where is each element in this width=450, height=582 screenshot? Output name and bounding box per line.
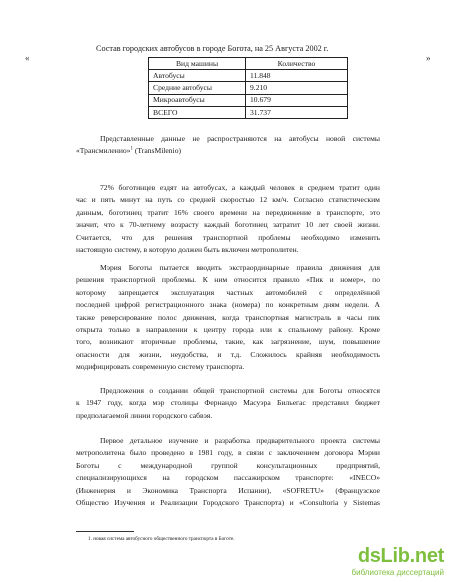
paragraph-line: 72% боготинцев ездят на автобусах, а каждый человек в среднем тратит один xyxy=(100,183,380,192)
paragraph-line-text: «Трансмиленио» xyxy=(76,146,131,156)
table-header-row xyxy=(149,58,348,70)
paragraph-line: модифицировать современную систему транспорта. xyxy=(76,362,245,372)
paragraph-line: (Инженерия и Экономика Транспорта Испании), «SOFRETU» (Французское xyxy=(76,485,380,495)
paragraph-line: настоящую систему, в которую должен быть включен метрополитен. xyxy=(76,245,299,255)
footnote-divider xyxy=(76,531,134,532)
paragraph-5 xyxy=(76,435,380,509)
paragraph-line: Мэрия Боготы пытается вводить экстраординарные правила движения для xyxy=(100,263,380,272)
cell-vehicle-type: Автобусы xyxy=(149,70,246,82)
footnote: 1. новая система автобусного общественного транспорта в Боготе. xyxy=(88,536,235,542)
footnote-ref: 1 xyxy=(130,146,133,152)
table-row xyxy=(149,70,348,82)
paragraph-line: Предложения о создании общей транспортной системы для Боготы относятся xyxy=(100,386,380,395)
bus-composition-table xyxy=(148,57,348,119)
paragraph-2 xyxy=(76,182,380,256)
corner-mark-right: » xyxy=(426,53,431,63)
table-row xyxy=(149,106,348,118)
watermark-logo: dsLib.net xyxy=(357,545,444,567)
cell-quantity: 10.679 xyxy=(246,94,348,106)
paragraph-4 xyxy=(76,385,380,422)
paragraph-line: которому запрещается эксплуатация частных автомобилей с определённой xyxy=(76,287,380,297)
header-vehicle-type: Вид машины xyxy=(149,58,246,70)
paragraph-line: Боготы с международной группой консультационных предприятий, xyxy=(76,460,380,470)
paragraph-1 xyxy=(76,133,380,158)
paragraph-line: открыта только в направлении к центру города или к спальному району. Кроме xyxy=(76,325,380,335)
paragraph-line: решения транспортной проблемы. К ним относится правило «Пик и номер», по xyxy=(76,275,380,285)
paragraph-line: опасности для жизни, неудобства, и т.д. Сложилось крайняя необходимость xyxy=(76,349,380,359)
table-row xyxy=(149,82,348,94)
cell-quantity: 9.210 xyxy=(246,82,348,94)
paragraph-line: Общество Изучения и Реализации Городского Транспорта) и «Consultoria y Sistemas xyxy=(76,498,380,508)
paragraph-line-text: (TransMilenio) xyxy=(133,146,182,156)
paragraph-line: также реверсирование полос движения, когда транспортная магистраль в часы пик xyxy=(76,312,380,322)
paragraph-line: Представленные данные не распространяются на автобусы новой системы xyxy=(100,134,380,143)
paragraph-line: того, возникают вторичные проблемы, такие, как загрязнение, шум, повышение xyxy=(76,337,380,347)
corner-mark-left: « xyxy=(25,53,30,63)
table-row xyxy=(149,94,348,106)
paragraph-line: последней цифрой регистрационного знака (номера) по конкретным дням недели. А xyxy=(76,300,380,310)
paragraph-line: метрополитена было проведено в 1981 году, в связи с заключением договора Мэрии xyxy=(76,448,380,458)
cell-quantity: 11.848 xyxy=(246,70,348,82)
header-quantity: Количество xyxy=(246,58,348,70)
dslib-watermark xyxy=(322,545,444,579)
cell-quantity: 31.737 xyxy=(246,106,348,118)
cell-vehicle-type: Микроавтобусы xyxy=(149,94,246,106)
paragraph-line: специализирующихся на городском пассажирском транспорте: «INECO» xyxy=(76,473,380,483)
paragraph-line: час и пять минут на путь со средней скоростью 12 км/ч. Согласно статистическим xyxy=(76,195,380,205)
paragraph-line: значит, что к 70-летнему возрасту каждый боготинец затратит 10 лет своей жизни. xyxy=(76,220,380,230)
cell-vehicle-type: Средние автобусы xyxy=(149,82,246,94)
paragraph-line xyxy=(76,145,380,157)
paragraph-line: Первое детальное изучение и разработка предварительного проекта системы xyxy=(100,436,380,445)
paragraph-line: предполагаемой линии городского сабвэя. xyxy=(76,410,213,420)
paragraph-line: Считается, что для решения транспортной проблемы необходимо изменить xyxy=(76,232,380,242)
cell-vehicle-type: ВСЕГО xyxy=(149,106,246,118)
watermark-subtitle: библиотека диссертаций xyxy=(351,568,444,577)
paragraph-3 xyxy=(76,262,380,374)
table-caption: Состав городских автобусов в городе Богота, на 25 Августа 2002 г. xyxy=(96,44,329,53)
paragraph-line: данным, боготинец тратит 16% своего времени на передвижение в транспорте, это xyxy=(76,207,380,217)
paragraph-line: к 1947 году, когда мэр столицы Фернандо Масуэра Бильегас представил бюджет xyxy=(76,398,380,408)
